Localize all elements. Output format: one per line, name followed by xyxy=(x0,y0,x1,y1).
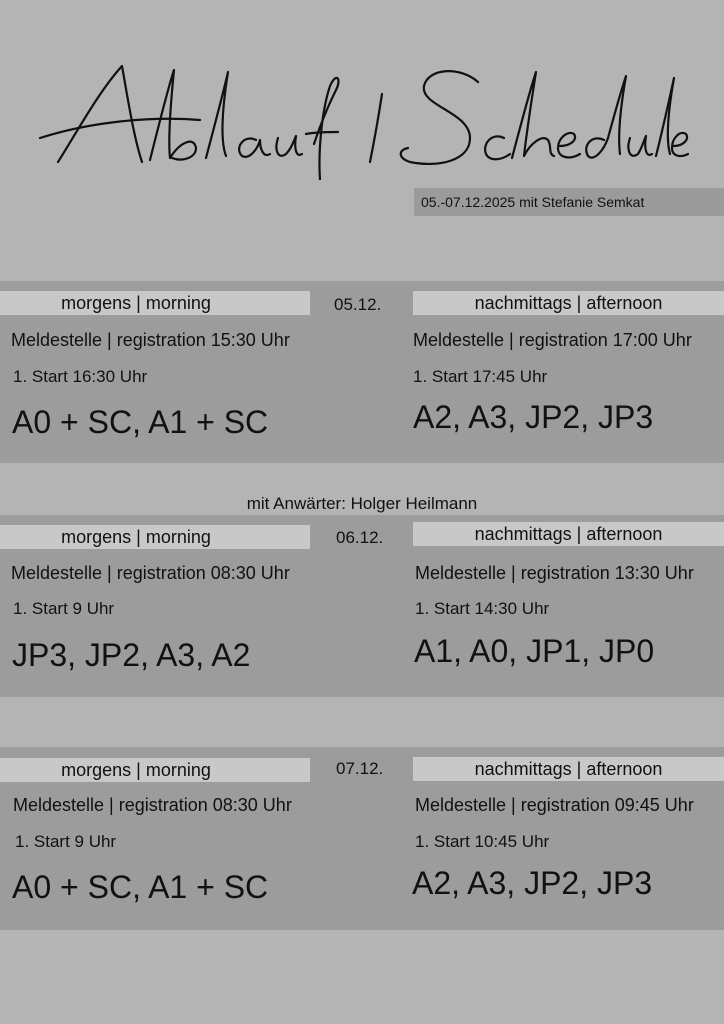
day-1-date: 05.12. xyxy=(334,295,382,314)
day-1-afternoon-label: nachmittags | afternoon xyxy=(474,293,663,313)
day-2-morning-start: 1. Start 9 Uhr xyxy=(13,599,115,618)
day-3-morning-classes: A0 + SC, A1 + SC xyxy=(12,869,269,905)
day-1-morning-registration: Meldestelle | registration 15:30 Uhr xyxy=(11,330,290,350)
day-3-afternoon-start: 1. Start 10:45 Uhr xyxy=(415,832,550,851)
day-1-morning-classes: A0 + SC, A1 + SC xyxy=(12,404,269,440)
day-2-morning-classes: JP3, JP2, A3, A2 xyxy=(12,637,251,673)
day-1-morning-label: morgens | morning xyxy=(61,293,211,313)
day-2-afternoon-label: nachmittags | afternoon xyxy=(474,524,663,544)
day-2-morning-registration: Meldestelle | registration 08:30 Uhr xyxy=(11,563,290,583)
day-2-morning-label: morgens | morning xyxy=(61,527,211,547)
day-3-date: 07.12. xyxy=(336,759,384,778)
day-1-afternoon-classes: A2, A3, JP2, JP3 xyxy=(413,399,654,435)
day-3-morning-registration: Meldestelle | registration 08:30 Uhr xyxy=(13,795,292,815)
day-1-afternoon-registration: Meldestelle | registration 17:00 Uhr xyxy=(413,330,692,350)
schedule-title xyxy=(30,50,690,180)
judge-trainee-note: mit Anwärter: Holger Heilmann xyxy=(246,494,478,513)
day-3-morning-label: morgens | morning xyxy=(61,760,211,780)
day-3-afternoon-classes: A2, A3, JP2, JP3 xyxy=(412,865,653,901)
day-2-afternoon-registration: Meldestelle | registration 13:30 Uhr xyxy=(415,563,694,583)
day-1-afternoon-start: 1. Start 17:45 Uhr xyxy=(413,367,548,386)
day-3-afternoon-registration: Meldestelle | registration 09:45 Uhr xyxy=(415,795,694,815)
day-3-morning-start: 1. Start 9 Uhr xyxy=(15,832,117,851)
day-1-morning-start: 1. Start 16:30 Uhr xyxy=(13,367,148,386)
day-2-afternoon-classes: A1, A0, JP1, JP0 xyxy=(414,633,655,669)
day-3-afternoon-label: nachmittags | afternoon xyxy=(474,759,663,779)
day-2-date: 06.12. xyxy=(336,528,384,547)
event-subtitle: 05.-07.12.2025 mit Stefanie Semkat xyxy=(421,194,645,210)
day-2-afternoon-start: 1. Start 14:30 Uhr xyxy=(415,599,550,618)
